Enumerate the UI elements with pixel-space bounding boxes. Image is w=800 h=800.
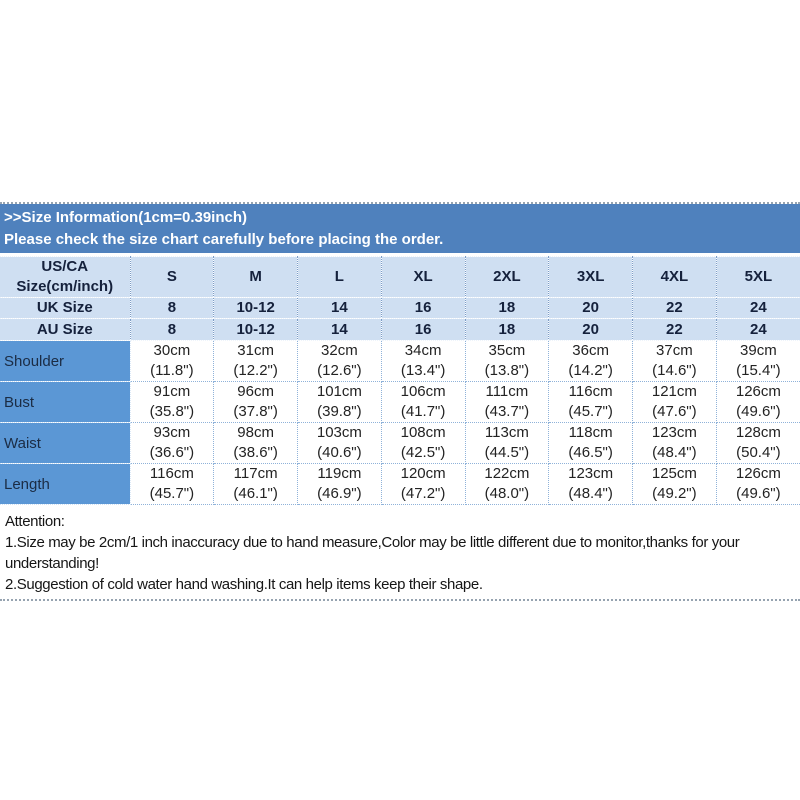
value-inch: (12.6") (317, 362, 362, 379)
table-row-waist (0, 423, 800, 464)
value-cm: 30cm (153, 342, 191, 359)
attention-note-1-cont: understanding! (5, 555, 99, 572)
waist-value-3xl (549, 423, 633, 464)
value-inch: (38.6") (233, 444, 278, 461)
row-label-uk-size: UK Size (0, 298, 130, 319)
waist-value-4xl (633, 423, 717, 464)
value-inch: (40.6") (317, 444, 362, 461)
value-cm: 128cm (735, 424, 781, 441)
size-info-banner (0, 204, 800, 253)
value-cm: 126cm (735, 383, 781, 400)
value-cm: 36cm (572, 342, 609, 359)
value-inch: (49.2") (652, 485, 697, 502)
bottom-dotted-divider (0, 599, 800, 601)
value-inch: (36.6") (149, 444, 195, 461)
value-cm: 120cm (400, 465, 446, 482)
value-inch: (46.9") (317, 485, 362, 502)
value-inch: (49.6") (736, 485, 781, 502)
length-value-3xl (549, 464, 633, 505)
au-size-value-2xl: 18 (465, 319, 549, 341)
au-size-value-4xl: 22 (633, 319, 717, 341)
value-inch: (35.8") (149, 403, 195, 420)
value-inch: (45.7") (149, 485, 195, 502)
length-value-s (130, 464, 214, 505)
shoulder-value-m (214, 341, 298, 382)
row-label-au-size: AU Size (0, 319, 130, 341)
shoulder-value-5xl (716, 341, 800, 382)
uk-size-value-3xl: 20 (549, 298, 633, 319)
corner-header-usca-size (0, 257, 130, 298)
value-inch: (45.7") (568, 403, 613, 420)
au-size-value-s: 8 (130, 319, 214, 341)
value-inch: (12.2") (233, 362, 278, 379)
table-row-bust (0, 382, 800, 423)
value-inch: (13.8") (484, 362, 530, 379)
length-value-4xl (633, 464, 717, 505)
au-size-value-5xl: 24 (716, 319, 800, 341)
value-inch: (42.5") (400, 444, 446, 461)
value-inch: (41.7") (400, 403, 446, 420)
value-inch: (48.4") (568, 485, 613, 502)
value-inch: (48.4") (652, 444, 697, 461)
size-chart-table (0, 256, 800, 505)
length-value-m (214, 464, 298, 505)
length-value-xl (381, 464, 465, 505)
attention-note-2: 2.Suggestion of cold water hand washing.It can help items keep their shape. (5, 576, 483, 593)
value-cm: 126cm (735, 465, 781, 482)
table-row-uk-size (0, 298, 800, 319)
attention-section (0, 505, 800, 595)
value-inch: (11.8") (150, 362, 194, 379)
uk-size-value-s: 8 (130, 298, 214, 319)
value-inch: (43.7") (484, 403, 530, 420)
bust-value-l (298, 382, 382, 423)
length-value-2xl (465, 464, 549, 505)
value-inch: (47.2") (400, 485, 446, 502)
row-label-shoulder: Shoulder (0, 341, 130, 382)
value-inch: (47.6") (652, 403, 697, 420)
value-cm: 117cm (233, 465, 278, 482)
uk-size-value-5xl: 24 (716, 298, 800, 319)
value-cm: 113cm (484, 424, 529, 441)
bust-value-s (130, 382, 214, 423)
row-label-waist: Waist (0, 423, 130, 464)
uk-size-value-m: 10-12 (214, 298, 298, 319)
value-cm: 101cm (316, 383, 362, 400)
row-label-length: Length (0, 464, 130, 505)
value-cm: 34cm (404, 342, 442, 359)
size-col-header-5xl: 5XL (716, 257, 800, 298)
table-row-shoulder (0, 341, 800, 382)
value-cm: 106cm (400, 383, 446, 400)
top-whitespace (0, 0, 800, 202)
waist-value-s (130, 423, 214, 464)
size-col-header-l: L (298, 257, 382, 298)
value-cm: 39cm (740, 342, 777, 359)
size-col-header-2xl: 2XL (465, 257, 549, 298)
uk-size-value-l: 14 (298, 298, 382, 319)
au-size-value-l: 14 (298, 319, 382, 341)
waist-value-m (214, 423, 298, 464)
value-cm: 118cm (568, 424, 613, 441)
row-label-bust: Bust (0, 382, 130, 423)
shoulder-value-s (130, 341, 214, 382)
value-inch: (14.6") (652, 362, 697, 379)
waist-value-2xl (465, 423, 549, 464)
value-cm: 91cm (153, 383, 191, 400)
au-size-value-m: 10-12 (214, 319, 298, 341)
bust-value-xl (381, 382, 465, 423)
value-cm: 108cm (400, 424, 446, 441)
value-cm: 122cm (484, 465, 530, 482)
table-row-length (0, 464, 800, 505)
value-inch: (44.5") (484, 444, 530, 461)
attention-note-1: 1.Size may be 2cm/1 inch inaccuracy due to hand measure,Color may be little different due to monitor,thanks for your (5, 534, 740, 551)
shoulder-value-3xl (549, 341, 633, 382)
attention-heading: Attention: (5, 513, 65, 530)
size-col-header-m: M (214, 257, 298, 298)
banner-title: >>Size Information(1cm=0.39inch) (4, 209, 247, 226)
uk-size-value-2xl: 18 (465, 298, 549, 319)
shoulder-value-l (298, 341, 382, 382)
value-cm: 121cm (651, 383, 697, 400)
value-inch: (14.2") (568, 362, 613, 379)
value-cm: 32cm (321, 342, 358, 359)
size-col-header-4xl: 4XL (633, 257, 717, 298)
value-cm: 35cm (488, 342, 526, 359)
corner-line1: US/CA (41, 258, 89, 275)
waist-value-l (298, 423, 382, 464)
shoulder-value-xl (381, 341, 465, 382)
value-inch: (46.5") (568, 444, 613, 461)
value-cm: 37cm (656, 342, 693, 359)
value-cm: 125cm (651, 465, 697, 482)
uk-size-value-xl: 16 (381, 298, 465, 319)
value-cm: 123cm (651, 424, 697, 441)
value-cm: 93cm (153, 424, 191, 441)
value-cm: 116cm (149, 465, 194, 482)
size-col-header-xl: XL (381, 257, 465, 298)
value-inch: (13.4") (400, 362, 446, 379)
waist-value-xl (381, 423, 465, 464)
table-row-au-size (0, 319, 800, 341)
au-size-value-3xl: 20 (549, 319, 633, 341)
uk-size-value-4xl: 22 (633, 298, 717, 319)
value-cm: 96cm (237, 383, 274, 400)
bust-value-3xl (549, 382, 633, 423)
table-row-size-names (0, 257, 800, 298)
value-cm: 123cm (568, 465, 614, 482)
value-inch: (37.8") (233, 403, 278, 420)
value-cm: 111cm (485, 383, 529, 400)
value-cm: 31cm (237, 342, 274, 359)
banner-subtitle: Please check the size chart carefully before placing the order. (4, 231, 444, 248)
value-inch: (15.4") (736, 362, 781, 379)
value-cm: 98cm (237, 424, 274, 441)
value-inch: (50.4") (736, 444, 781, 461)
bust-value-2xl (465, 382, 549, 423)
value-cm: 119cm (317, 465, 362, 482)
corner-line2: Size(cm/inch) (16, 278, 114, 295)
length-value-5xl (716, 464, 800, 505)
bust-value-5xl (716, 382, 800, 423)
value-inch: (39.8") (317, 403, 362, 420)
size-col-header-s: S (130, 257, 214, 298)
length-value-l (298, 464, 382, 505)
shoulder-value-4xl (633, 341, 717, 382)
value-inch: (46.1") (233, 485, 278, 502)
size-col-header-3xl: 3XL (549, 257, 633, 298)
value-cm: 103cm (316, 424, 362, 441)
au-size-value-xl: 16 (381, 319, 465, 341)
value-cm: 116cm (568, 383, 613, 400)
shoulder-value-2xl (465, 341, 549, 382)
bust-value-m (214, 382, 298, 423)
value-inch: (49.6") (736, 403, 781, 420)
waist-value-5xl (716, 423, 800, 464)
value-inch: (48.0") (484, 485, 530, 502)
bust-value-4xl (633, 382, 717, 423)
